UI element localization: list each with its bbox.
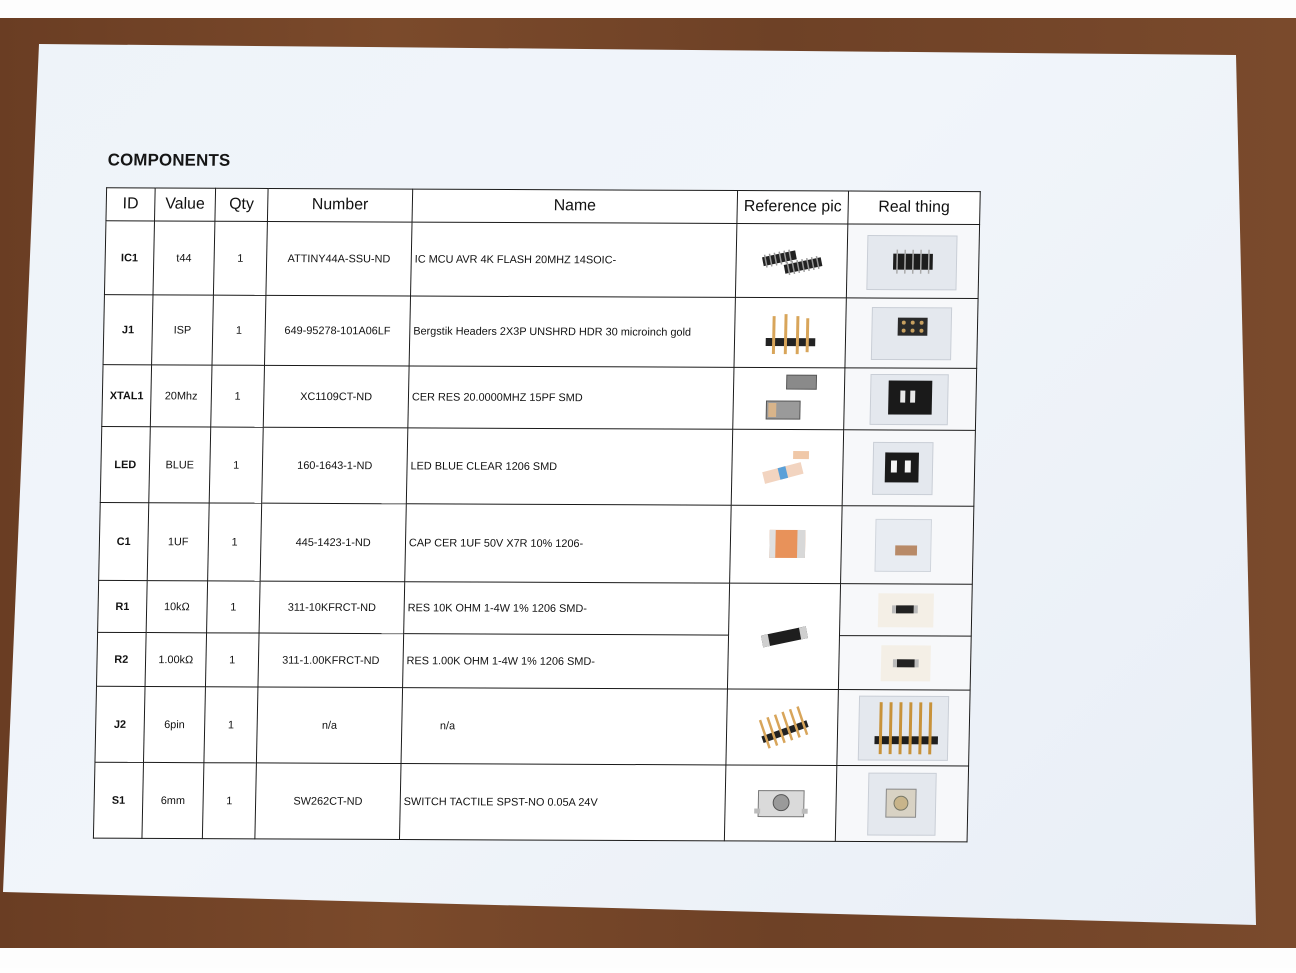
- real-thing-photo: [842, 430, 975, 506]
- bagged-chip-icon: [863, 229, 963, 293]
- cell-id: XTAL1: [102, 365, 152, 427]
- cell-value: ISP: [152, 295, 214, 365]
- cell-number: ATTINY44A-SSU-ND: [266, 221, 412, 296]
- cell-value: 1.00kΩ: [145, 633, 207, 687]
- cell-number: 160-1643-1-ND: [262, 427, 408, 504]
- table-row: [102, 365, 977, 431]
- bagged-header-strip-icon: [848, 692, 958, 764]
- cell-qty: 1: [209, 427, 263, 503]
- table-row: [103, 295, 978, 369]
- real-thing-photo: [839, 584, 972, 637]
- cell-number: 311-1.00KFRCT-ND: [258, 633, 404, 688]
- column-header-qty: Qty: [215, 188, 268, 221]
- column-header-name: Name: [412, 189, 738, 223]
- smd-capacitor-icon: [751, 519, 821, 569]
- cell-id: R2: [97, 632, 147, 686]
- real-thing-photo: [835, 765, 968, 841]
- cell-value: 6mm: [142, 762, 204, 838]
- reference-pic-resonator: [733, 367, 845, 429]
- cell-number: XC1109CT-ND: [263, 365, 409, 428]
- cell-name: RES 10K OHM 1-4W 1% 1206 SMD-: [404, 582, 730, 635]
- resonator-icon: [754, 370, 824, 426]
- cell-id: IC1: [104, 221, 154, 295]
- cell-value: 6pin: [143, 687, 205, 763]
- cell-name: CAP CER 1UF 50V X7R 10% 1206-: [405, 504, 731, 583]
- reference-pic-pin-header-1x6: [726, 689, 838, 765]
- cell-id: J2: [95, 686, 145, 762]
- column-header-number: Number: [267, 188, 412, 222]
- taped-resistor-icon: [855, 639, 955, 687]
- table-header-row: [106, 188, 980, 225]
- cell-value: BLUE: [149, 427, 211, 503]
- cell-qty: 1: [204, 687, 258, 763]
- cell-value: 1UF: [147, 503, 209, 581]
- cell-value: t44: [153, 221, 215, 295]
- table-row: [93, 762, 968, 842]
- cell-name: IC MCU AVR 4K FLASH 20MHZ 14SOIC-: [411, 222, 737, 297]
- real-thing-photo: [845, 298, 978, 369]
- cell-qty: 1: [207, 581, 261, 633]
- cell-name: LED BLUE CLEAR 1206 SMD: [406, 428, 732, 505]
- pin-header-icon: [755, 308, 825, 358]
- cell-name: n/a: [401, 688, 727, 765]
- cell-value: 20Mhz: [150, 365, 212, 427]
- cell-qty: 1: [211, 365, 265, 427]
- bagged-switch-icon: [852, 769, 952, 839]
- cell-id: C1: [99, 502, 149, 580]
- real-thing-photo: [844, 368, 977, 431]
- reference-pic-smd-led: [731, 429, 843, 505]
- cell-number: 649-95278-101A06LF: [264, 295, 410, 366]
- column-header-real-thing: Real thing: [848, 191, 980, 225]
- tactile-switch-icon: [745, 778, 815, 828]
- table-row: [104, 221, 979, 299]
- real-thing-photo: [838, 636, 971, 691]
- reference-pic-tactile-switch: [724, 765, 836, 841]
- cell-number: SW262CT-ND: [255, 763, 401, 840]
- bagged-capacitor-icon: [857, 513, 957, 577]
- single-row-header-icon: [747, 702, 817, 752]
- cell-qty: 1: [202, 763, 256, 839]
- table-row: [100, 427, 975, 507]
- cell-name: CER RES 20.0000MHZ 15PF SMD: [408, 366, 734, 429]
- bagged-resonator-icon: [860, 370, 960, 428]
- cell-id: R1: [98, 580, 148, 632]
- bagged-header-icon: [861, 303, 961, 363]
- cell-qty: 1: [213, 221, 267, 295]
- reference-pic-pin-header-2x3: [734, 297, 846, 367]
- components-table: [93, 187, 981, 842]
- reference-pic-smd-resistor: [727, 583, 840, 689]
- reference-pic-soic-chip: [735, 223, 847, 297]
- column-header-reference-pic: Reference pic: [737, 191, 849, 224]
- table-row: [97, 632, 972, 690]
- bagged-led-icon: [859, 438, 959, 498]
- cell-number: 311-10KFRCT-ND: [259, 581, 405, 634]
- cell-name: RES 1.00K OHM 1-4W 1% 1206 SMD-: [403, 634, 729, 689]
- table-row: [99, 502, 974, 584]
- column-header-value: Value: [154, 188, 215, 221]
- real-thing-photo: [846, 224, 979, 298]
- cell-qty: 1: [212, 295, 266, 365]
- cell-number: 445-1423-1-ND: [260, 503, 406, 582]
- cell-name: SWITCH TACTILE SPST-NO 0.05A 24V: [399, 764, 725, 841]
- cell-id: LED: [100, 427, 150, 503]
- cell-qty: 1: [205, 633, 259, 687]
- cell-value: 10kΩ: [146, 581, 207, 633]
- reference-pic-smd-capacitor: [730, 505, 843, 583]
- cell-id: S1: [93, 762, 143, 838]
- cell-qty: 1: [208, 503, 262, 581]
- smd-resistor-icon: [749, 616, 819, 656]
- cell-id: J1: [103, 295, 153, 365]
- table-row: [95, 686, 970, 766]
- column-header-id: ID: [106, 188, 155, 221]
- taped-resistor-icon: [856, 587, 956, 633]
- real-thing-photo: [841, 506, 974, 584]
- soic-chip-icon: [757, 241, 827, 281]
- smd-led-icon: [752, 442, 822, 492]
- real-thing-photo: [837, 690, 970, 766]
- cell-number: n/a: [256, 687, 402, 764]
- table-row: [98, 580, 973, 636]
- cell-name: Bergstik Headers 2X3P UNSHRD HDR 30 microinch gold: [409, 296, 735, 367]
- document-title: COMPONENTS: [107, 150, 230, 171]
